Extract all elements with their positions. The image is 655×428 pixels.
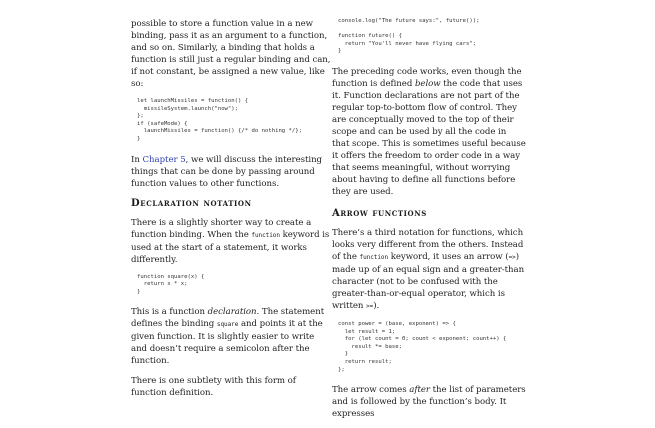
text: the list of parameters and is followed by the function’s body. It expresses bbox=[332, 385, 526, 420]
code-block-launch-missiles: let launchMissiles = function() { missileSystem.launch("now"); }; if (safeMode) { launchMissiles = function() {/* do nothing */}; } bbox=[137, 98, 303, 142]
paragraph-arrow-intro bbox=[332, 227, 526, 313]
emphasis: after bbox=[409, 385, 430, 396]
heading-declaration-notation: Declaration notation bbox=[131, 197, 252, 209]
paragraph-chapter-reference bbox=[131, 154, 331, 190]
paragraph-arrow-explained bbox=[332, 384, 526, 420]
inline-code: function bbox=[251, 231, 280, 239]
heading-arrow-functions: Arrow functions bbox=[332, 207, 427, 219]
text: . The statement defines the binding bbox=[131, 307, 325, 330]
emphasis: declaration bbox=[207, 307, 257, 318]
text: , we will discuss the interesting things that can be done by passing around function values to other functions. bbox=[131, 154, 323, 189]
code-block-square: function square(x) { return x * x; } bbox=[137, 273, 205, 295]
text: keyword, it uses an arrow ( bbox=[388, 251, 509, 262]
paragraph-declaration-intro bbox=[131, 217, 331, 266]
text: ). bbox=[373, 300, 380, 311]
paragraph-hoisting bbox=[332, 66, 526, 198]
chapter-5-link[interactable]: Chapter 5 bbox=[142, 154, 186, 165]
paragraph-declaration-explained bbox=[131, 306, 331, 367]
code-block-future: console.log("The future says:", future()); function future() { return "You'll never have flying cars"; } bbox=[338, 18, 480, 55]
code-block-power: const power = (base, exponent) => { let result = 1; for (let count = 0; count < exponent; count++) { result *= base; } return result; }; bbox=[338, 320, 507, 373]
text: In bbox=[131, 154, 143, 165]
text: There’s a third notation for functions, which looks very different from the others. Instead of the bbox=[332, 227, 524, 262]
text: the code that uses it. Function declarations are not part of the regular top-to-bottom flow of control. They are conceptually moved to the top of their scope and can be used by all the code in that scope. This is sometimes useful because it offers the freedom to order code in a way that seems meaningful, without worrying about having to define all functions before they are used. bbox=[332, 78, 526, 197]
text: keyword is used at the start of a statement, it works differently. bbox=[131, 229, 330, 265]
text: ) made up of an equal sign and a greater-than character (not to be confused with the greater-than-or-equal operator, which is written bbox=[332, 251, 525, 311]
inline-code: >= bbox=[366, 302, 374, 310]
text: and points it at the given function. It is slightly easier to write and doesn’t require a semicolon after the function. bbox=[131, 319, 323, 367]
inline-code: => bbox=[508, 253, 516, 261]
text: This is a function bbox=[131, 307, 208, 318]
paragraph-subtlety: There is one subtlety with this form of function definition. bbox=[131, 376, 296, 399]
text: The preceding code works, even though the function is defined bbox=[332, 66, 522, 89]
text: There is a slightly shorter way to create a function binding. When the bbox=[131, 217, 312, 240]
right-column bbox=[332, 18, 526, 428]
emphasis: below bbox=[414, 78, 441, 89]
text: The arrow comes bbox=[332, 385, 410, 396]
inline-code: function bbox=[359, 253, 389, 261]
paragraph-binding-assignment: possible to store a function value in a new binding, pass it as an argument to a function, and so on. Similarly, a binding that holds a function is still just a regular binding and can, if not constant, be assigned a new value, like so: bbox=[131, 19, 331, 89]
left-column bbox=[131, 18, 331, 407]
inline-code: square bbox=[216, 321, 239, 329]
